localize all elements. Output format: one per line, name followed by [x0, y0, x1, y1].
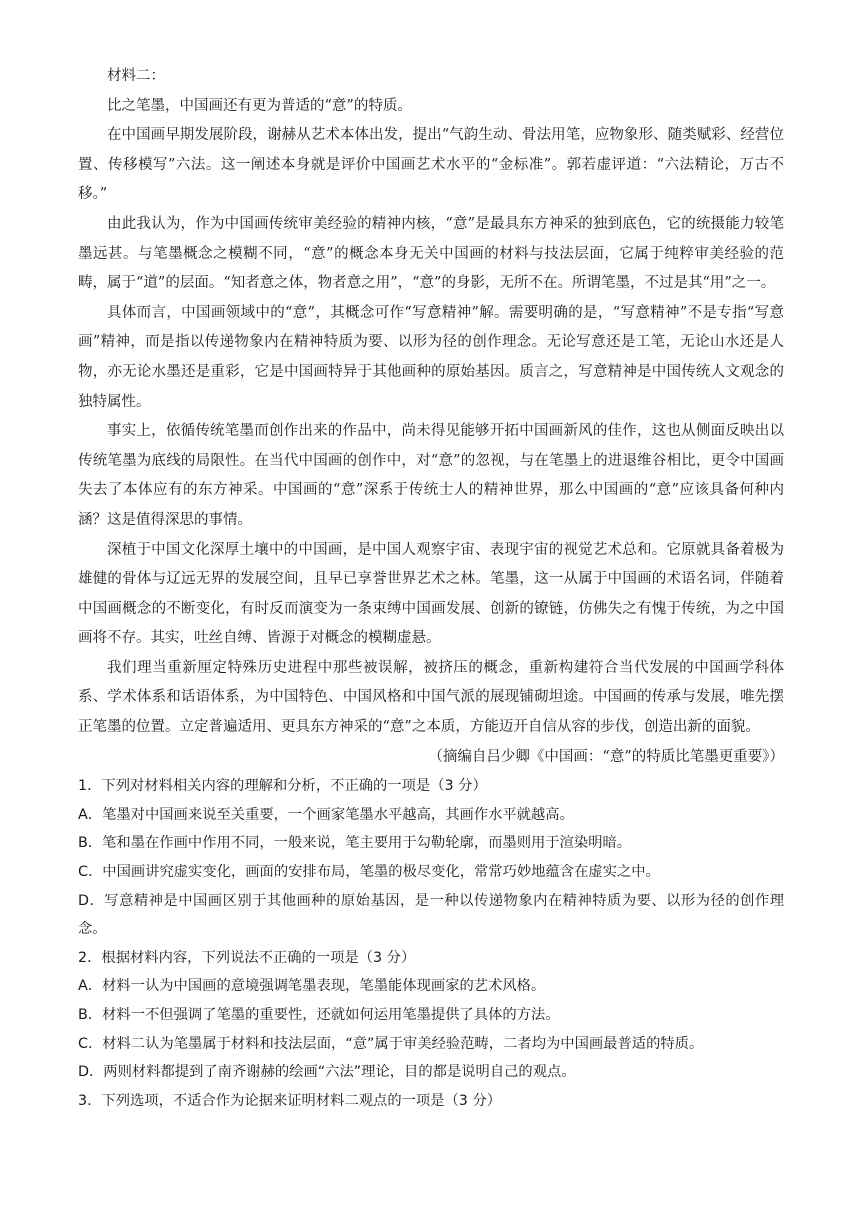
option-a: A．笔墨对中国画来说至关重要，一个画家笔墨水平越高，其画作水平就越高。	[78, 806, 574, 823]
material-section	[78, 62, 784, 772]
option-d: D．写意精神是中国画区别于其他画种的原始基因，是一种以传递物象内在精神特质为要、以形为径的创作理念。	[78, 892, 784, 938]
material-paragraph-2: 在中国画早期发展阶段，谢赫从艺术本体出发，提出“气韵生动、骨法用笔，应物象形、随类赋彩、经营位置、传移模写”六法。这一阐述本身就是评价中国画艺术水平的“金标准”。郭若虚评道：“六法精论，万古不移。”	[78, 127, 784, 203]
question-stem: 3．下列选项，不适合作为论据来证明材料二观点的一项是（3 分）	[78, 1092, 502, 1109]
material-heading: 材料二：	[107, 68, 165, 84]
option-b: B．材料一不但强调了笔墨的重要性，还就如何运用笔墨提供了具体的方法。	[78, 1007, 560, 1023]
question-2	[78, 944, 784, 1087]
material-source-citation: （摘编自吕少卿《中国画：“意”的特质比笔墨更重要》）	[428, 748, 784, 765]
question-stem: 1．下列对材料相关内容的理解和分析，不正确的一项是（3 分）	[78, 778, 487, 795]
question-1	[78, 772, 784, 944]
option-c: C．材料二认为笔墨属于材料和技法层面，“意”属于审美经验范畴，二者均为中国画最普适的特质。	[78, 1035, 704, 1052]
material-paragraph-6: 深植于中国文化深厚土壤中的中国画，是中国人观察宇宙、表现宇宙的视觉艺术总和。它原就具备着极为雄健的骨体与辽远无界的发展空间，且早已享誉世界艺术之林。笔墨，这一从属于中国画的术语名词，伴随着中国画概念的不断变化，有时反而演变为一条束缚中国画发展、创新的镣链，仿佛失之有愧于传统，为之中国画将不存。其实，吐丝自缚、皆源于对概念的模糊虚悬。	[78, 541, 784, 647]
material-paragraph-5: 事实上，依循传统笔墨而创作出来的作品中，尚未得见能够开拓中国画新风的佳作，这也从侧面反映出以传统笔墨为底线的局限性。在当代中国画的创作中，对“意”的忽视，与在笔墨上的进退维谷相比，更令中国画失去了本体应有的东方神采。中国画的“意”深系于传统士人的精神世界，那么中国画的“意”应该具备何种内涵？这是值得深思的事情。	[78, 423, 784, 528]
option-c: C．中国画讲究虚实变化，画面的安排布局，笔墨的极尽变化，常常巧妙地蕴含在虚实之中。	[78, 864, 660, 881]
question-3	[78, 1087, 784, 1116]
material-paragraph-3: 由此我认为，作为中国画传统审美经验的精神内核，“意”是最具东方神采的独到底色，它的统摄能力较笔墨远甚。与笔墨概念之模糊不同，“意”的概念本身无关中国画的材料与技法层面，它属于纯粹审美经验的范畴，属于“道”的层面。“知者意之体，物者意之用”，“意”的身影，无所不在。所谓笔墨，不过是其“用”之一。	[78, 215, 784, 292]
material-paragraph-1: 比之笔墨，中国画还有更为普适的“意”的特质。	[107, 97, 412, 114]
material-paragraph-7: 我们理当重新厘定特殊历史进程中那些被误解，被挤压的概念，重新构建符合当代发展的中国画学科体系、学术体系和话语体系，为中国特色、中国风格和中国气派的展现铺砌坦途。中国画的传承与发展，唯先摆正笔墨的位置。立定普遍适用、更具东方神采的“意”之本质，方能迈开自信从容的步伐，创造出新的面貌。	[78, 659, 784, 736]
material-paragraph-4: 具体而言，中国画领域中的“意”，其概念可作“写意精神”解。需要明确的是，“写意精神”不是专指“写意画”精神，而是指以传递物象内在精神特质为要、以形为径的创作理念。无论写意还是工笔，无论山水还是人物，亦无论水墨还是重彩，它是中国画特异于其他画种的原始基因。质言之，写意精神是中国传统人文观念的独特属性。	[78, 304, 784, 410]
question-stem: 2．根据材料内容，下列说法不正确的一项是（3 分）	[78, 949, 416, 966]
option-b: B．笔和墨在作画中作用不同，一般来说，笔主要用于勾勒轮廓，而墨则用于渲染明暗。	[78, 835, 632, 852]
option-d: D．两则材料都提到了南齐谢赫的绘画“六法”理论，目的都是说明自己的观点。	[78, 1064, 576, 1081]
option-a: A．材料一认为中国画的意境强调笔墨表现，笔墨能体现画家的艺术风格。	[78, 978, 546, 995]
